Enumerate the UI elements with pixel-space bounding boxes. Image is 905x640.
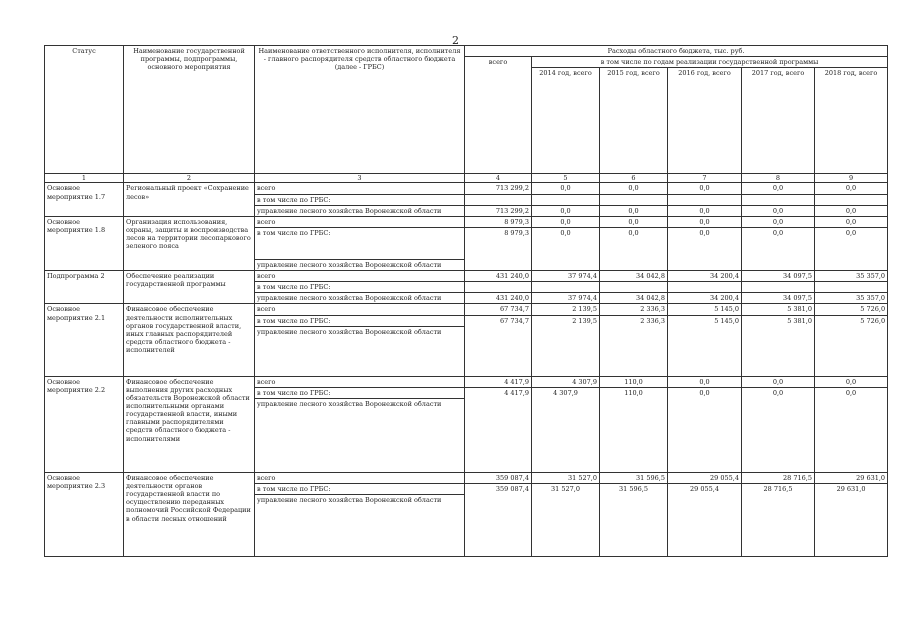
col-number: 9 bbox=[815, 174, 888, 183]
cell-2018: 0,0 bbox=[815, 205, 888, 216]
row-label-grbs: в том числе по ГРБС: bbox=[255, 387, 465, 398]
cell-2017: 0,0 bbox=[742, 227, 815, 270]
cell-2017: 0,0 bbox=[742, 216, 815, 227]
cell-2017: 34 097,5 bbox=[742, 293, 815, 304]
row-status: Основное мероприятие 1.7 bbox=[45, 183, 124, 216]
cell-2014: 31 527,0 bbox=[532, 472, 600, 483]
cell-2014: 0,0 bbox=[532, 205, 600, 216]
col-number: 4 bbox=[465, 174, 532, 183]
table-row bbox=[45, 183, 888, 194]
row-status: Основное мероприятие 1.8 bbox=[45, 216, 124, 270]
cell-2016: 0,0 bbox=[668, 387, 742, 472]
cell-total: 713 299,2 bbox=[465, 205, 532, 216]
budget-table bbox=[44, 45, 888, 557]
cell-2014: 4 307,9 bbox=[532, 376, 600, 387]
cell-2015: 0,0 bbox=[600, 183, 668, 194]
cell-2018: 0,0 bbox=[815, 387, 888, 472]
row-label-grbs: в том числе по ГРБС: bbox=[255, 227, 465, 259]
cell-2017: 0,0 bbox=[742, 183, 815, 194]
cell-2017: 34 097,5 bbox=[742, 271, 815, 282]
table-row bbox=[45, 271, 888, 282]
cell-total: 713 299,2 bbox=[465, 183, 532, 194]
cell-2014: 2 139,5 bbox=[532, 304, 600, 315]
row-status: Основное мероприятие 2.3 bbox=[45, 472, 124, 556]
cell-2018: 0,0 bbox=[815, 216, 888, 227]
cell-2016: 0,0 bbox=[668, 183, 742, 194]
cell-2015: 34 042,8 bbox=[600, 293, 668, 304]
cell-2014: 37 974,4 bbox=[532, 271, 600, 282]
header-by-years: в том числе по годам реализации государственной программы bbox=[532, 57, 888, 68]
cell-2018: 5 726,0 bbox=[815, 304, 888, 315]
cell-2016: 29 055,4 bbox=[668, 484, 742, 557]
cell-2015: 31 596,5 bbox=[600, 484, 668, 557]
row-label-grbs: в том числе по ГРБС: bbox=[255, 484, 465, 495]
cell-2015: 2 336,3 bbox=[600, 315, 668, 376]
cell-2014: 0,0 bbox=[532, 227, 600, 270]
header-2014: 2014 год, всего bbox=[532, 68, 600, 174]
row-label-grbs: в том числе по ГРБС: bbox=[255, 282, 465, 293]
cell-2018: 29 631,0 bbox=[815, 472, 888, 483]
header-total: всего bbox=[465, 57, 532, 174]
cell-2016: 34 200,4 bbox=[668, 271, 742, 282]
cell-total: 67 734,7 bbox=[465, 315, 532, 376]
cell-2015: 110,0 bbox=[600, 376, 668, 387]
col-number: 7 bbox=[668, 174, 742, 183]
cell-total: 4 417,9 bbox=[465, 376, 532, 387]
cell-2017: 0,0 bbox=[742, 376, 815, 387]
header-2016: 2016 год, всего bbox=[668, 68, 742, 174]
row-label-executor: управление лесного хозяйства Воронежской области bbox=[255, 495, 465, 557]
col-number: 1 bbox=[45, 174, 124, 183]
cell-2018: 0,0 bbox=[815, 183, 888, 194]
cell-total: 8 979,3 bbox=[465, 227, 532, 270]
cell-2014: 0,0 bbox=[532, 183, 600, 194]
row-label-total: всего bbox=[255, 183, 465, 194]
column-numbers-row bbox=[45, 174, 888, 183]
col-number: 5 bbox=[532, 174, 600, 183]
cell-2016: 29 055,4 bbox=[668, 472, 742, 483]
cell-2017: 0,0 bbox=[742, 387, 815, 472]
cell-2017: 28 716,5 bbox=[742, 484, 815, 557]
row-name: Финансовое обеспечение деятельности органов государственной власти по осуществлению переданных полномочий Российской Федерации в области лесных отношений bbox=[124, 472, 255, 556]
cell-2018: 0,0 bbox=[815, 376, 888, 387]
cell-total: 4 417,9 bbox=[465, 387, 532, 472]
cell-2018: 35 357,0 bbox=[815, 293, 888, 304]
row-label-total: всего bbox=[255, 472, 465, 483]
cell-2018: 0,0 bbox=[815, 227, 888, 270]
row-status: Основное мероприятие 2.2 bbox=[45, 376, 124, 472]
cell-2015: 34 042,8 bbox=[600, 271, 668, 282]
cell-2014: 0,0 bbox=[532, 216, 600, 227]
cell-2015: 2 336,3 bbox=[600, 304, 668, 315]
header-status: Статус bbox=[45, 46, 124, 174]
header-2015: 2015 год, всего bbox=[600, 68, 668, 174]
cell-2015: 0,0 bbox=[600, 227, 668, 270]
row-status: Подпрограмма 2 bbox=[45, 271, 124, 304]
cell-2017: 28 716,5 bbox=[742, 472, 815, 483]
row-status: Основное мероприятие 2.1 bbox=[45, 304, 124, 376]
cell-2016: 0,0 bbox=[668, 205, 742, 216]
table-row bbox=[45, 304, 888, 315]
row-label-executor: управление лесного хозяйства Воронежской области bbox=[255, 259, 465, 270]
cell-2016: 0,0 bbox=[668, 216, 742, 227]
cell-2017: 0,0 bbox=[742, 205, 815, 216]
table-row bbox=[45, 472, 888, 483]
row-label-total: всего bbox=[255, 376, 465, 387]
table-row bbox=[45, 216, 888, 227]
cell-2015: 31 596,5 bbox=[600, 472, 668, 483]
cell-2015: 110,0 bbox=[600, 387, 668, 472]
row-label-grbs: в том числе по ГРБС: bbox=[255, 315, 465, 326]
cell-total: 8 979,3 bbox=[465, 216, 532, 227]
col-number: 8 bbox=[742, 174, 815, 183]
row-label-total: всего bbox=[255, 304, 465, 315]
cell-2015: 0,0 bbox=[600, 216, 668, 227]
cell-total: 359 087,4 bbox=[465, 484, 532, 557]
col-number: 3 bbox=[255, 174, 465, 183]
cell-total: 431 240,0 bbox=[465, 293, 532, 304]
cell-2017: 5 381,0 bbox=[742, 315, 815, 376]
cell-total: 359 087,4 bbox=[465, 472, 532, 483]
row-name: Обеспечение реализации государственной программы bbox=[124, 271, 255, 304]
row-label-executor: управление лесного хозяйства Воронежской области bbox=[255, 326, 465, 376]
cell-2014: 31 527,0 bbox=[532, 484, 600, 557]
cell-2017: 5 381,0 bbox=[742, 304, 815, 315]
row-label-total: всего bbox=[255, 216, 465, 227]
cell-total: 67 734,7 bbox=[465, 304, 532, 315]
header-executor: Наименование ответственного исполнителя, исполнителя - главного распорядителя средств областного бюджета (далее - ГРБС) bbox=[255, 46, 465, 174]
cell-2014: 37 974,4 bbox=[532, 293, 600, 304]
row-name: Региональный проект «Сохранение лесов» bbox=[124, 183, 255, 216]
row-label-executor: управление лесного хозяйства Воронежской области bbox=[255, 398, 465, 472]
cell-2018: 29 631,0 bbox=[815, 484, 888, 557]
row-name: Финансовое обеспечение выполнения других расходных обязательств Воронежской области исполнительными органами государственной власти, иными главными распорядителями средств областного бюджета - исполнителями bbox=[124, 376, 255, 472]
cell-total: 431 240,0 bbox=[465, 271, 532, 282]
cell-2014: 2 139,5 bbox=[532, 315, 600, 376]
row-label-executor: управление лесного хозяйства Воронежской области bbox=[255, 293, 465, 304]
table-row bbox=[45, 376, 888, 387]
page-number: 2 bbox=[452, 34, 459, 47]
cell-2016: 0,0 bbox=[668, 376, 742, 387]
header-2017: 2017 год, всего bbox=[742, 68, 815, 174]
cell-2016: 34 200,4 bbox=[668, 293, 742, 304]
cell-2016: 0,0 bbox=[668, 227, 742, 270]
row-name: Организация использования, охраны, защиты и воспроизводства лесов на территории лесопаркового зеленого пояса bbox=[124, 216, 255, 270]
header-2018: 2018 год, всего bbox=[815, 68, 888, 174]
cell-2016: 5 145,0 bbox=[668, 304, 742, 315]
cell-2018: 35 357,0 bbox=[815, 271, 888, 282]
cell-2018: 5 726,0 bbox=[815, 315, 888, 376]
header-program-name: Наименование государственной программы, подпрограммы, основного мероприятия bbox=[124, 46, 255, 174]
row-name: Финансовое обеспечение деятельности исполнительных органов государственной власти, иных главных распорядителей средств областного бюджета - исполнителей bbox=[124, 304, 255, 376]
row-label-grbs: в том числе по ГРБС: bbox=[255, 194, 465, 205]
col-number: 2 bbox=[124, 174, 255, 183]
header-expenses: Расходы областного бюджета, тыс. руб. bbox=[465, 46, 888, 57]
row-label-executor: управление лесного хозяйства Воронежской области bbox=[255, 205, 465, 216]
cell-2014: 4 307,9 bbox=[532, 387, 600, 472]
cell-2016: 5 145,0 bbox=[668, 315, 742, 376]
cell-2015: 0,0 bbox=[600, 205, 668, 216]
row-label-total: всего bbox=[255, 271, 465, 282]
col-number: 6 bbox=[600, 174, 668, 183]
